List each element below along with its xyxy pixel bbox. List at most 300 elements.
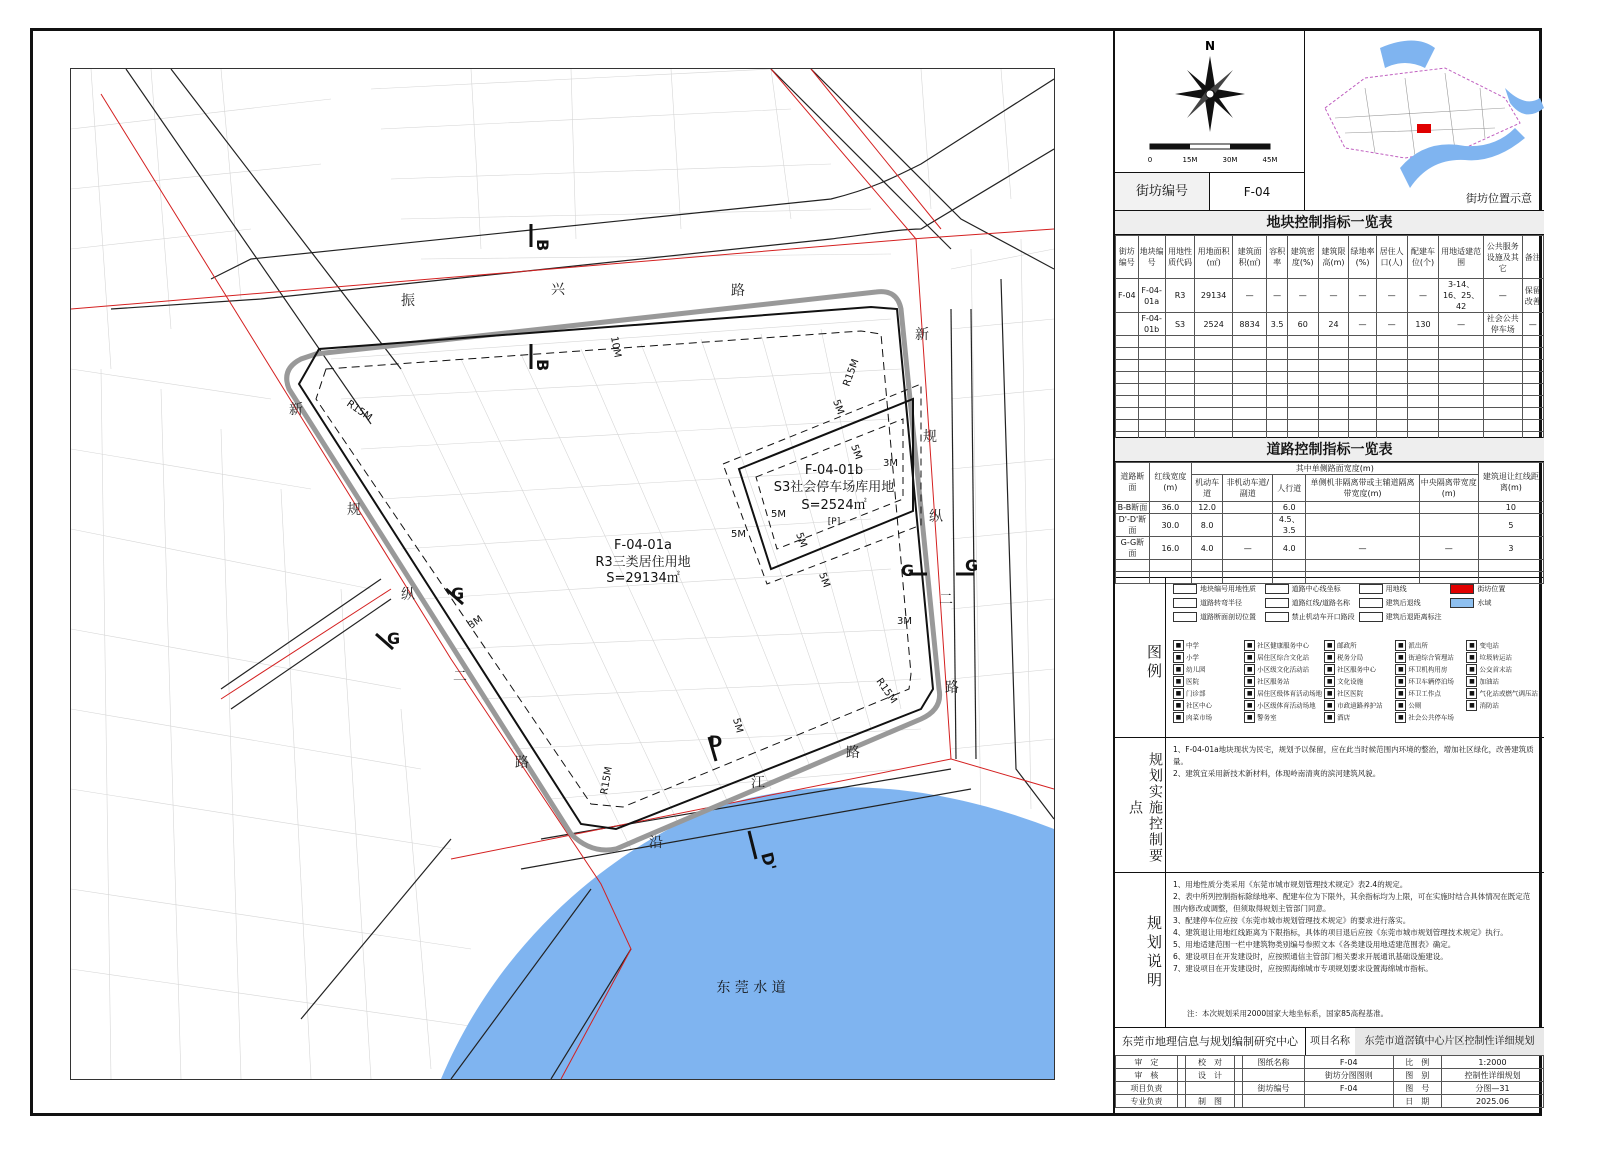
- land-table-header: 建筑限高(m): [1318, 236, 1349, 279]
- road-table-cell: 6.0: [1273, 502, 1306, 514]
- legend-text: 建筑后退距离标注: [1385, 613, 1442, 621]
- legend-text: 社区服务中心: [1337, 665, 1377, 674]
- title-block-cell: [1177, 1082, 1185, 1095]
- road-table-header: 机动车道: [1191, 475, 1222, 502]
- implementation-list: [1173, 744, 1535, 780]
- land-table-header: 备注: [1522, 236, 1543, 279]
- svg-text:S=29134㎡: S=29134㎡: [606, 571, 680, 586]
- land-table-header: 公共服务设施及其它: [1483, 236, 1522, 279]
- land-table-cell: F-04: [1116, 279, 1139, 313]
- legend-text: 中学: [1186, 641, 1199, 650]
- land-table-cell: 社会公共停车场: [1483, 313, 1522, 336]
- facility-symbol-icon: ■: [1395, 640, 1406, 651]
- legend-line-item: [1359, 598, 1447, 608]
- svg-text:D: D: [709, 732, 723, 751]
- legend-text: 垃圾转运站: [1479, 653, 1512, 662]
- svg-text:沿: 沿: [649, 835, 663, 851]
- facility-symbol-icon: ■: [1466, 664, 1477, 675]
- land-table-cell: —: [1376, 279, 1407, 313]
- land-table-cell: —: [1522, 313, 1543, 336]
- legend-text: 邮政所: [1337, 641, 1357, 650]
- legend-swatch-icon: [1450, 584, 1474, 594]
- implementation-label: 规划实施控制要点: [1127, 752, 1163, 864]
- facility-symbol-icon: ■: [1173, 712, 1184, 723]
- land-table-cell: —: [1407, 279, 1439, 313]
- svg-text:新: 新: [915, 327, 929, 343]
- legend-facility-item: [1244, 688, 1322, 699]
- road-table-cell: G-G断面: [1116, 537, 1150, 560]
- land-table-cell: —: [1349, 279, 1376, 313]
- notes-footnote: 注：本次规划采用2000国家大地坐标系，国家85高程基准。: [1187, 1009, 1389, 1018]
- note-item: 5、用地适建范围一栏中建筑物类别编号参照文本《各类建设用地适建范围表》确定。: [1173, 940, 1456, 949]
- title-block-cell: 分图—31: [1442, 1082, 1544, 1095]
- svg-text:新: 新: [289, 402, 303, 418]
- legend-box: [1115, 578, 1544, 738]
- org-name: 东莞市地理信息与规划编制研究中心: [1115, 1028, 1306, 1056]
- land-table-header: 用地适建范围: [1439, 236, 1484, 279]
- notes-list: [1173, 879, 1535, 975]
- facility-symbol-icon: ■: [1173, 664, 1184, 675]
- title-block-cell: 图纸名称: [1243, 1056, 1305, 1069]
- land-table-cell: R3: [1165, 279, 1195, 313]
- svg-text:G: G: [451, 584, 465, 603]
- land-table-cell: [1116, 313, 1139, 336]
- legend-facility-item: [1324, 676, 1393, 687]
- legend-text: 酒店: [1337, 713, 1351, 722]
- land-table-header: 建筑面积(㎡): [1232, 236, 1267, 279]
- land-table-header: 街坊编号: [1116, 236, 1139, 279]
- svg-text:45M: 45M: [1262, 156, 1278, 164]
- legend-facility-item: [1324, 652, 1393, 663]
- title-block-cell: [1177, 1095, 1185, 1108]
- svg-text:10M: 10M: [608, 335, 623, 359]
- title-block-cell: 设 计: [1186, 1069, 1234, 1082]
- svg-text:5M: 5M: [731, 529, 746, 540]
- legend-text: 居住区级体育活动场地: [1257, 689, 1323, 698]
- svg-text:路: 路: [515, 755, 529, 771]
- road-table-header: 道路断面: [1116, 463, 1150, 502]
- title-block-cell: 比 例: [1393, 1056, 1441, 1069]
- legend-swatch-icon: [1173, 598, 1197, 608]
- title-block-cell: [1243, 1095, 1305, 1108]
- legend-swatch-icon: [1450, 598, 1474, 608]
- legend-text: 变电站: [1479, 641, 1499, 650]
- svg-text:3M: 3M: [466, 613, 486, 632]
- legend-facility-item: [1395, 676, 1464, 687]
- facility-symbol-icon: ■: [1244, 640, 1255, 651]
- land-table-cell: 3-14、16、25、42: [1439, 279, 1484, 313]
- legend-text: 道路转弯半径: [1200, 599, 1242, 607]
- road-table-header: 非机动车道/副道: [1223, 475, 1273, 502]
- land-table-title: 地块控制指标一览表: [1115, 211, 1544, 235]
- title-block-cell: 项目负责: [1116, 1082, 1178, 1095]
- water-body: [441, 787, 1054, 1079]
- legend-facility-item: [1244, 664, 1322, 675]
- svg-text:S=2524㎡: S=2524㎡: [801, 498, 867, 513]
- title-block-cell: F-04: [1304, 1082, 1393, 1095]
- legend-facility-item: [1244, 652, 1322, 663]
- road-table-cell: 4.5、3.5: [1273, 514, 1306, 537]
- road-table-cell: [1419, 514, 1478, 537]
- title-block-cell: 专业负责: [1116, 1095, 1178, 1108]
- svg-text:振: 振: [401, 293, 415, 309]
- land-table-cell: F-04-01b: [1138, 313, 1165, 336]
- implementation-box: [1115, 738, 1544, 873]
- legend-facility-item: [1395, 712, 1464, 723]
- land-table-cell: —: [1376, 313, 1407, 336]
- facility-symbol-icon: ■: [1173, 688, 1184, 699]
- svg-text:规: 规: [347, 502, 361, 518]
- legend-text: 小学: [1186, 653, 1199, 662]
- legend-swatch-icon: [1173, 584, 1197, 594]
- facility-symbol-icon: ■: [1173, 652, 1184, 663]
- legend-text: 文化设施: [1337, 677, 1364, 686]
- facility-symbol-icon: ■: [1324, 652, 1335, 663]
- legend-text: 社区健康服务中心: [1257, 641, 1310, 650]
- legend-line-item: [1265, 598, 1355, 608]
- legend-facility-item: [1173, 676, 1242, 687]
- road-table-cell: 3: [1478, 537, 1543, 560]
- svg-text:B: B: [533, 359, 552, 372]
- road-table-cell: D'-D'断面: [1116, 514, 1150, 537]
- info-panel: [1113, 28, 1542, 1116]
- facility-symbol-icon: ■: [1395, 664, 1406, 675]
- facility-symbol-icon: ■: [1244, 712, 1255, 723]
- svg-text:江: 江: [751, 775, 765, 791]
- legend-text: 公厕: [1408, 701, 1422, 710]
- facility-symbol-icon: ■: [1244, 700, 1255, 711]
- legend-label: 图例: [1145, 644, 1163, 682]
- legend-line-item: [1173, 598, 1261, 608]
- project-name: 东莞市道滘镇中心片区控制性详细规划: [1355, 1028, 1544, 1056]
- land-table-cell: 24: [1318, 313, 1349, 336]
- facility-symbol-icon: ■: [1173, 700, 1184, 711]
- svg-text:路: 路: [846, 745, 860, 761]
- facility-symbol-icon: ■: [1324, 688, 1335, 699]
- legend-swatch-icon: [1173, 612, 1197, 622]
- svg-text:路: 路: [945, 680, 959, 696]
- legend-text: 社区中心: [1186, 701, 1212, 710]
- title-block-cell: 街坊编号: [1243, 1082, 1305, 1095]
- title-block-cell: F-04: [1304, 1056, 1393, 1069]
- road-index-table: [1115, 462, 1544, 584]
- legend-text: 加油站: [1479, 677, 1499, 686]
- facility-symbol-icon: ■: [1173, 676, 1184, 687]
- project-label: 项目名称: [1305, 1028, 1356, 1056]
- legend-text: 幼儿园: [1186, 665, 1206, 674]
- facility-symbol-icon: ■: [1324, 640, 1335, 651]
- title-block-cell: 控制性详细规划: [1442, 1069, 1544, 1082]
- legend-facility-item: [1466, 640, 1538, 651]
- road-table-cell: 12.0: [1191, 502, 1222, 514]
- land-table-header: 用地面积(㎡): [1195, 236, 1232, 279]
- legend-text: 公交首末站: [1479, 665, 1512, 674]
- legend-line-item: [1265, 584, 1355, 594]
- title-block-cell: 2025.06: [1442, 1095, 1544, 1108]
- land-table-header: 配建车位(个): [1407, 236, 1439, 279]
- land-table-cell: 60: [1287, 313, 1318, 336]
- land-table-cell: 2524: [1195, 313, 1232, 336]
- title-block-cell: 制 图: [1186, 1095, 1234, 1108]
- title-block-cell: 1:2000: [1442, 1056, 1544, 1069]
- land-table-cell: —: [1439, 313, 1484, 336]
- road-table-header: 人行道: [1273, 475, 1306, 502]
- legend-line-item: [1359, 612, 1447, 622]
- legend-facility-item: [1466, 700, 1538, 711]
- legend-text: 用地线: [1385, 585, 1407, 593]
- legend-facility-item: [1173, 652, 1242, 663]
- locator-map: [1305, 28, 1544, 211]
- note-item: 4、建筑退让用地红线距离为下限指标，具体的项目退后应按《东莞市城市规划管理技术规定》执行。: [1173, 928, 1508, 937]
- svg-text:路: 路: [731, 283, 745, 299]
- road-table-cell: 16.0: [1149, 537, 1191, 560]
- legend-facility-item: [1324, 688, 1393, 699]
- road-table-group-header: 其中单侧路面宽度(m): [1191, 463, 1478, 475]
- title-block-cell: [1186, 1082, 1234, 1095]
- title-block-cell: 图 号: [1393, 1082, 1441, 1095]
- land-table-cell: 保留改善: [1522, 279, 1543, 313]
- land-table-header: 居住人口(人): [1376, 236, 1407, 279]
- legend-text: 街坊位置: [1477, 585, 1506, 593]
- title-block-cell: 图 别: [1393, 1069, 1441, 1082]
- road-table-cell: 30.0: [1149, 514, 1191, 537]
- land-table-cell: 8834: [1232, 313, 1267, 336]
- svg-text:R15M: R15M: [873, 676, 899, 706]
- legend-facility-item: [1466, 688, 1538, 699]
- block-code: F-04: [1210, 173, 1305, 211]
- land-table-cell: —: [1349, 313, 1376, 336]
- legend-text: 道路红线/道路名称: [1291, 599, 1351, 607]
- block-label: 街坊编号: [1115, 173, 1210, 211]
- legend-text: 环卫工作点: [1408, 689, 1441, 698]
- facility-symbol-icon: ■: [1395, 676, 1406, 687]
- road-table-cell: [1306, 502, 1419, 514]
- legend-text: 禁止机动车开口路段: [1291, 613, 1355, 621]
- legend-facility-item: [1244, 676, 1322, 687]
- legend-facility-item: [1395, 664, 1464, 675]
- title-block-cell: [1177, 1069, 1185, 1082]
- land-table-cell: —: [1318, 279, 1349, 313]
- note-item: 7、建设项目在开发建设时，应按照海绵城市专项规划要求设置海绵城市指标。: [1173, 964, 1433, 973]
- facility-symbol-icon: ■: [1395, 700, 1406, 711]
- title-block-cell: [1234, 1082, 1242, 1095]
- svg-text:0: 0: [1147, 156, 1153, 164]
- svg-text:3M: 3M: [883, 458, 898, 469]
- land-table-header: 用地性质代码: [1165, 236, 1195, 279]
- road-table-title: 道路控制指标一览表: [1115, 438, 1544, 462]
- title-block-cell: [1234, 1069, 1242, 1082]
- water-label: 东 莞 水 道: [716, 980, 786, 996]
- title-block-cell: [1243, 1069, 1305, 1082]
- legend-text: 小区级体育活动场地: [1257, 701, 1316, 710]
- note-item: 3、配建停车位应按《东莞市城市规划管理技术规定》的要求进行落实。: [1173, 916, 1411, 925]
- legend-facility-items: [1173, 640, 1538, 723]
- title-block-cell: [1304, 1095, 1393, 1108]
- facility-symbol-icon: ■: [1395, 712, 1406, 723]
- svg-text:5M: 5M: [793, 531, 809, 550]
- legend-text: 建筑后退线: [1385, 599, 1421, 607]
- road-name-zhenxing: [401, 282, 745, 309]
- land-table-header: 建筑密度(%): [1287, 236, 1318, 279]
- legend-text: 肉菜市场: [1186, 713, 1212, 722]
- svg-text:R15M: R15M: [841, 357, 862, 389]
- legend-text: 道路断面剖切位置: [1200, 613, 1256, 621]
- title-block-cell: 日 期: [1393, 1095, 1441, 1108]
- title-block-cell: [1234, 1095, 1242, 1108]
- land-table-cell: —: [1267, 279, 1288, 313]
- land-table: [1115, 235, 1544, 438]
- legend-facility-item: [1395, 700, 1464, 711]
- legend-text: 地块编号用地性质: [1200, 585, 1256, 593]
- legend-text: 税务分局: [1337, 653, 1364, 662]
- svg-text:R15M: R15M: [344, 398, 374, 424]
- svg-text:[P]: [P]: [827, 517, 841, 527]
- svg-text:B: B: [533, 239, 552, 252]
- legend-text: 环卫机构用房: [1408, 665, 1448, 674]
- svg-text:G: G: [965, 556, 979, 575]
- legend-text: 医院: [1186, 677, 1199, 686]
- legend-text: 消防站: [1479, 701, 1499, 710]
- road-table-cell: 36.0: [1149, 502, 1191, 514]
- svg-text:G: G: [387, 629, 401, 648]
- legend-facility-item: [1173, 712, 1242, 723]
- legend-facility-item: [1466, 676, 1538, 687]
- note-item: 1、F-04-01a地块现状为民宅，规划予以保留，应在此当时候范围内环境的整治，增加社区绿化，改善建筑质量。: [1173, 745, 1534, 766]
- svg-text:纵: 纵: [929, 509, 943, 525]
- facility-symbol-icon: ■: [1324, 664, 1335, 675]
- svg-text:5M: 5M: [848, 443, 864, 462]
- legend-text: 居住区综合文化站: [1257, 653, 1310, 662]
- legend-facility-item: [1173, 664, 1242, 675]
- title-block-cell: 审 定: [1116, 1056, 1178, 1069]
- road-table-cell: [1223, 502, 1273, 514]
- road-table-cell: B-B断面: [1116, 502, 1150, 514]
- map-canvas: [71, 69, 1054, 1079]
- svg-text:5M: 5M: [816, 571, 832, 590]
- road-table-cell: —: [1223, 537, 1273, 560]
- road-table-header: 建筑退让红线距离(m): [1478, 463, 1543, 502]
- facility-symbol-icon: ■: [1466, 676, 1477, 687]
- legend-text: 市政道路养护站: [1337, 701, 1383, 710]
- notes-box: [1115, 873, 1544, 1028]
- road-table-cell: 4.0: [1191, 537, 1222, 560]
- legend-text: 街道综合管理站: [1408, 653, 1454, 662]
- road-table-cell: —: [1306, 537, 1419, 560]
- land-index-table: [1115, 235, 1544, 456]
- legend-text: 门诊部: [1186, 689, 1206, 698]
- note-item: 2、表中所列控制指标除绿地率、配建车位为下限外，其余指标均为上限，可在实施时结合具体情况在既定范围内修改或调整，但须取得规划主管部门同意。: [1173, 892, 1531, 913]
- facility-symbol-icon: ■: [1324, 700, 1335, 711]
- land-table-cell: S3: [1165, 313, 1195, 336]
- road-table-cell: [1419, 502, 1478, 514]
- land-table-header: 绿地率(%): [1349, 236, 1376, 279]
- title-block: [1115, 1028, 1544, 1116]
- legend-swatch-icon: [1359, 598, 1383, 608]
- facility-symbol-icon: ■: [1466, 688, 1477, 699]
- locator-highlight: [1417, 124, 1431, 133]
- legend-text: 小区级文化活动站: [1257, 665, 1310, 674]
- svg-text:5M: 5M: [730, 716, 745, 735]
- legend-text: 社区服务站: [1257, 677, 1290, 686]
- title-block-table: [1115, 1055, 1544, 1108]
- svg-text:F-04-01a: F-04-01a: [614, 538, 672, 553]
- title-block-cell: 审 核: [1116, 1069, 1178, 1082]
- legend-facility-item: [1395, 688, 1464, 699]
- svg-text:R3三类居住用地: R3三类居住用地: [595, 555, 691, 570]
- svg-text:兴: 兴: [551, 282, 565, 298]
- land-table-cell: 29134: [1195, 279, 1232, 313]
- legend-facility-item: [1173, 700, 1242, 711]
- legend-text: 派出所: [1408, 641, 1428, 650]
- facility-symbol-icon: ■: [1324, 676, 1335, 687]
- legend-facility-item: [1324, 664, 1393, 675]
- legend-line-item: [1173, 584, 1261, 594]
- legend-swatch-icon: [1359, 612, 1383, 622]
- legend-facility-item: [1324, 640, 1393, 651]
- locator-map-svg: [1305, 28, 1544, 188]
- note-item: 1、用地性质分类采用《东莞市城市规划管理技术规定》表2.4的规定。: [1173, 880, 1408, 889]
- north-arrow-icon: [1115, 28, 1305, 173]
- legend-swatch-icon: [1265, 584, 1289, 594]
- legend-line-items: [1173, 584, 1538, 622]
- legend-facility-item: [1395, 652, 1464, 663]
- road-table-cell: 10: [1478, 502, 1543, 514]
- land-table-cell: —: [1232, 279, 1267, 313]
- facility-symbol-icon: ■: [1173, 640, 1184, 651]
- legend-facility-item: [1395, 640, 1464, 651]
- land-table-header: 容积率: [1267, 236, 1288, 279]
- locator-label: 街坊位置示意: [1466, 192, 1532, 205]
- facility-symbol-icon: ■: [1324, 712, 1335, 723]
- land-table-cell: —: [1287, 279, 1318, 313]
- note-item: 2、建筑宜采用新技术新材料，体现岭南清爽的滨河建筑风貌。: [1173, 769, 1381, 778]
- road-table-header: 单侧机非隔离带或主辅道隔离带宽度(m): [1306, 475, 1419, 502]
- facility-symbol-icon: ■: [1466, 652, 1477, 663]
- facility-symbol-icon: ■: [1244, 688, 1255, 699]
- legend-text: 社会公共停车场: [1408, 713, 1454, 722]
- svg-text:3M: 3M: [897, 616, 912, 627]
- road-table-header: 红线宽度(m): [1149, 463, 1191, 502]
- facility-symbol-icon: ■: [1244, 664, 1255, 675]
- facility-symbol-icon: ■: [1395, 652, 1406, 663]
- road-table-cell: [1223, 514, 1273, 537]
- legend-text: 社区医院: [1337, 689, 1364, 698]
- svg-text:S3社会停车场库用地: S3社会停车场库用地: [773, 480, 895, 495]
- svg-text:5M: 5M: [830, 398, 846, 417]
- road-table-cell: 8.0: [1191, 514, 1222, 537]
- notes-label: 规划说明: [1145, 915, 1163, 991]
- land-table-cell: —: [1483, 279, 1522, 313]
- land-table-header: 地块编号: [1138, 236, 1165, 279]
- legend-line-item: [1450, 598, 1538, 608]
- legend-facility-item: [1244, 712, 1322, 723]
- parcel-a-label: [595, 538, 690, 586]
- legend-text: 道路中心线坐标: [1291, 585, 1341, 593]
- title-block-cell: [1234, 1056, 1242, 1069]
- legend-facility-item: [1324, 700, 1393, 711]
- compass-box: [1115, 28, 1305, 173]
- legend-line-item: [1450, 584, 1538, 594]
- legend-swatch-icon: [1265, 612, 1289, 622]
- title-block-cell: 校 对: [1186, 1056, 1234, 1069]
- title-block-cell: 街坊分图图则: [1304, 1069, 1393, 1082]
- road-table-cell: 4.0: [1273, 537, 1306, 560]
- land-table-cell: 3.5: [1267, 313, 1288, 336]
- facility-symbol-icon: ■: [1395, 688, 1406, 699]
- svg-text:15M: 15M: [1182, 156, 1198, 164]
- svg-text:N: N: [1204, 39, 1216, 53]
- legend-text: 环卫车辆停泊场: [1408, 677, 1454, 686]
